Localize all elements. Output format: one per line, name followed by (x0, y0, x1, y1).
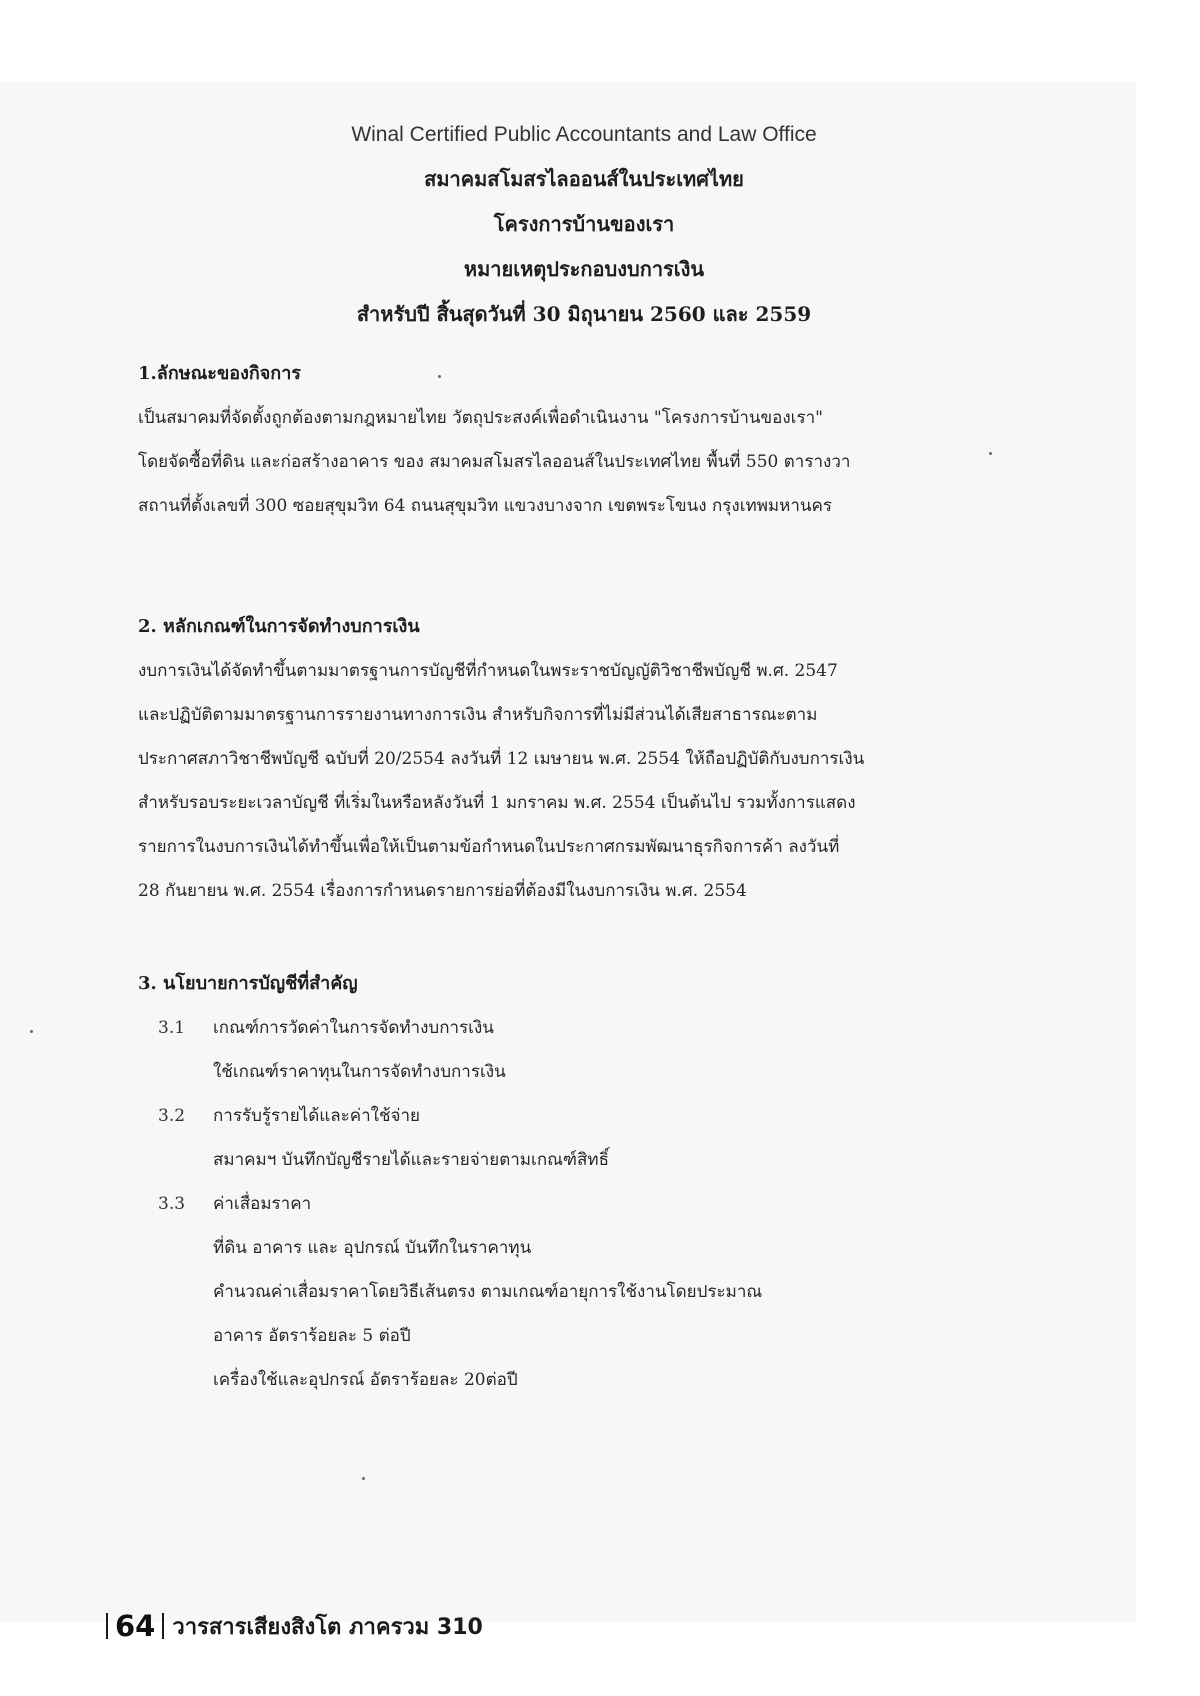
paragraph-line: ประกาศสภาวิชาชีพบัญชี ฉบับที่ 20/2554 ลงวันที่ 12 เมษายน พ.ศ. 2554 ให้ถือปฏิบัติกับงบการเงิน (138, 749, 865, 769)
section-heading: 3. นโยบายการบัญชีที่สำคัญ (138, 973, 358, 994)
reporting-period: สำหรับปี สิ้นสุดวันที่ 30 มิถุนายน 2560 และ 2559 (356, 302, 812, 326)
policy-detail: ที่ดิน อาคาร และ อุปกรณ์ บันทึกในราคาทุน (213, 1238, 532, 1258)
policy-item-measurement (138, 1006, 1018, 1094)
scan-speck (362, 1477, 365, 1480)
section-basis-of-preparation (138, 605, 1018, 913)
paragraph-line: โดยจัดซื้อที่ดิน และก่อสร้างอาคาร ของ สมาคมสโมสรไลออนส์ในประเทศไทย พื้นที่ 550 ตารางวา (138, 452, 851, 472)
paragraph-line: งบการเงินได้จัดทำขึ้นตามมาตรฐานการบัญชีที่กำหนดในพระราชบัญญัติวิชาชีพบัญชี พ.ศ. 2547 (138, 661, 838, 681)
paragraph-line: สถานที่ตั้งเลขที่ 300 ซอยสุขุมวิท 64 ถนนสุขุมวิท แขวงบางจาก เขตพระโขนง กรุงเทพมหานคร (138, 496, 833, 516)
policy-number: 3.2 (158, 1106, 186, 1126)
policy-item-revenue-recognition (138, 1094, 1018, 1182)
policy-title: เกณฑ์การวัดค่าในการจัดทำงบการเงิน (213, 1018, 494, 1038)
policy-detail: ใช้เกณฑ์ราคาทุนในการจัดทำงบการเงิน (213, 1062, 506, 1082)
policy-item-depreciation (138, 1182, 1018, 1402)
policy-detail: สมาคมฯ บันทึกบัญชีรายได้และรายจ่ายตามเกณฑ์สิทธิ์ (213, 1150, 609, 1170)
project-name: โครงการบ้านของเรา (493, 212, 675, 236)
section-nature-of-business (138, 352, 1018, 528)
paragraph-line: สำหรับรอบระยะเวลาบัญชี ที่เริ่มในหรือหลังวันที่ 1 มกราคม พ.ศ. 2554 เป็นต้นไป รวมทั้งการแสดง (138, 793, 856, 813)
association-name: สมาคมสโมสรไลออนส์ในประเทศไทย (424, 167, 744, 191)
paragraph-line: และปฏิบัติตามมาตรฐานการรายงานทางการเงิน สำหรับกิจการที่ไม่มีส่วนได้เสียสาธารณะตาม (138, 705, 818, 725)
scan-speck (30, 1030, 33, 1033)
notes-title: หมายเหตุประกอบงบการเงิน (463, 257, 705, 281)
policy-title: การรับรู้รายได้และค่าใช้จ่าย (213, 1106, 420, 1126)
policy-title: ค่าเสื่อมราคา (213, 1194, 312, 1214)
document-header (0, 112, 1168, 337)
policy-detail: คำนวณค่าเสื่อมราคาโดยวิธีเส้นตรง ตามเกณฑ์อายุการใช้งานโดยประมาณ (213, 1282, 763, 1302)
paragraph-line: 28 กันยายน พ.ศ. 2554 เรื่องการกำหนดรายการย่อที่ต้องมีในงบการเงิน พ.ศ. 2554 (138, 881, 747, 901)
journal-name: วารสารเสียงสิงโต ภาครวม 310 (172, 1614, 483, 1640)
section-heading: 1.ลักษณะของกิจการ (138, 363, 301, 384)
policy-detail: เครื่องใช้และอุปกรณ์ อัตราร้อยละ 20ต่อปี (213, 1370, 518, 1390)
paragraph-line: เป็นสมาคมที่จัดตั้งถูกต้องตามกฎหมายไทย วัตถุประสงค์เพื่อดำเนินงาน "โครงการบ้านของเรา" (138, 408, 823, 428)
page-footer (106, 1604, 483, 1648)
policy-number: 3.3 (158, 1194, 186, 1214)
policy-number: 3.1 (158, 1018, 186, 1038)
policy-detail: อาคาร อัตราร้อยละ 5 ต่อปี (213, 1326, 411, 1346)
footer-divider (162, 1613, 164, 1639)
section-heading: 2. หลักเกณฑ์ในการจัดทำงบการเงิน (138, 616, 420, 637)
firm-name: Winal Certified Public Accountants and Law Office (351, 123, 817, 146)
section-accounting-policies (138, 962, 1018, 1402)
footer-divider (106, 1613, 108, 1639)
paragraph-line: รายการในงบการเงินได้ทำขึ้นเพื่อให้เป็นตามข้อกำหนดในประกาศกรมพัฒนาธุรกิจการค้า ลงวันที่ (138, 837, 840, 857)
page-number: 64 (115, 1609, 156, 1643)
